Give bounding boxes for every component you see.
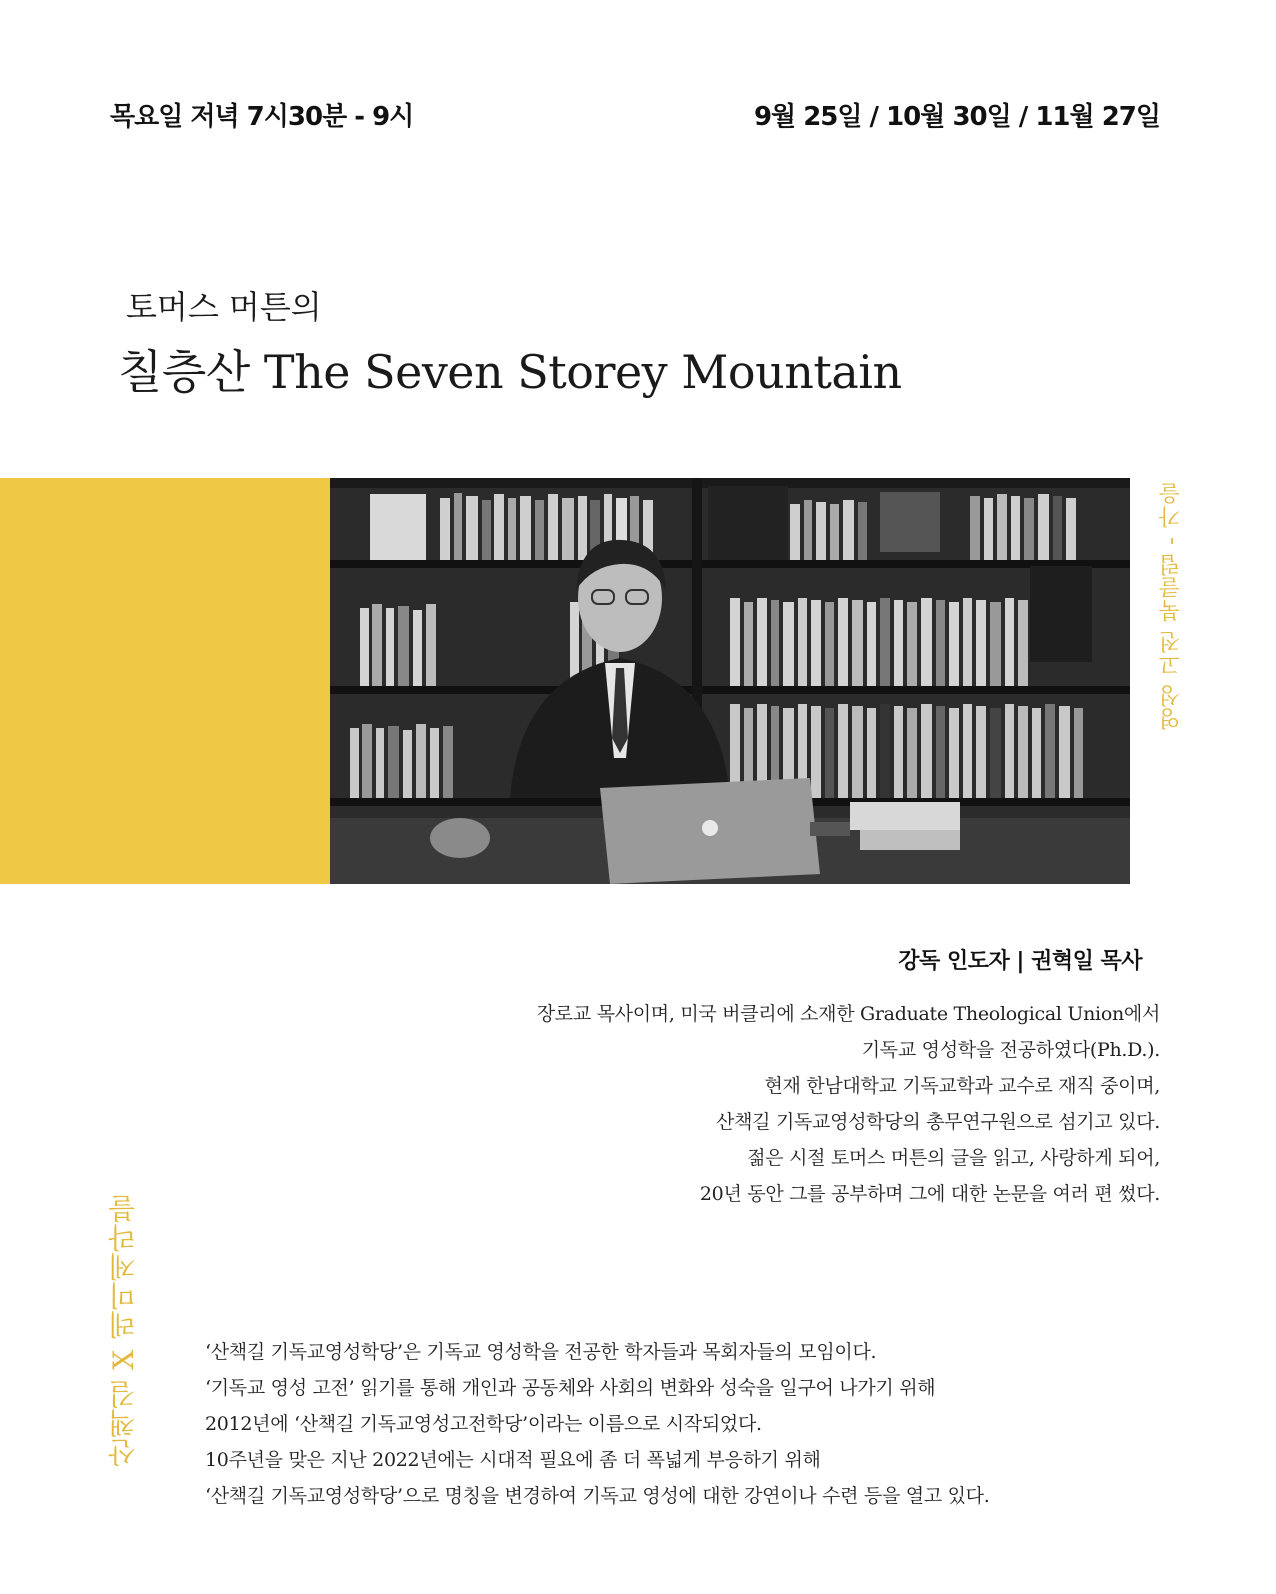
schedule-dates: 9월 25일 / 10월 30일 / 11월 27일 <box>753 102 1160 132</box>
leader-photo <box>330 478 1130 884</box>
bio-line: 산책길 기독교영성학당의 총무연구원으로 섬기고 있다. <box>716 1111 1160 1133</box>
bio-line: 현재 한남대학교 기독교학과 교수로 재직 중이며, <box>764 1075 1160 1097</box>
side-label-right: 영성 고전 북클럽 - 가을 <box>1159 482 1184 730</box>
about-section <box>205 1334 1165 1514</box>
about-line: ‘기독교 영성 고전’ 읽기를 통해 개인과 공동체와 사회의 변화와 성숙을 일구어 나가기 위해 <box>205 1377 936 1399</box>
about-line: 10주년을 맞은 지난 2022년에는 시대적 필요에 좀 더 폭넓게 부응하기 위해 <box>205 1449 821 1471</box>
side-label-left: 산책길 X 레미제라블 <box>107 1194 140 1467</box>
bio-line: 20년 동안 그를 공부하며 그에 대한 논문을 여러 편 썼다. <box>699 1183 1160 1205</box>
event-title: 칠층산 The Seven Storey Mountain <box>118 345 902 399</box>
bio-line: 장로교 목사이며, 미국 버클리에 소재한 Graduate Theological Union에서 <box>536 1003 1160 1025</box>
bio-line: 젊은 시절 토머스 머튼의 글을 읽고, 사랑하게 되어, <box>747 1147 1160 1169</box>
accent-band <box>0 478 330 884</box>
event-subtitle: 토머스 머튼의 <box>126 288 322 326</box>
about-line: ‘산책길 기독교영성학당’으로 명칭을 변경하여 기독교 영성에 대한 강연이나 수련 등을 열고 있다. <box>205 1485 990 1507</box>
about-line: ‘산책길 기독교영성학당’은 기독교 영성학을 전공한 학자들과 목회자들의 모임이다. <box>205 1341 877 1363</box>
leader-heading: 강독 인도자 | 권혁일 목사 <box>898 949 1142 974</box>
about-line: 2012년에 ‘산책길 기독교영성고전학당’이라는 이름으로 시작되었다. <box>205 1413 762 1435</box>
leader-bio <box>260 996 1160 1212</box>
bio-line: 기독교 영성학을 전공하였다(Ph.D.). <box>861 1039 1160 1061</box>
schedule-time: 목요일 저녁 7시30분 - 9시 <box>110 102 414 132</box>
